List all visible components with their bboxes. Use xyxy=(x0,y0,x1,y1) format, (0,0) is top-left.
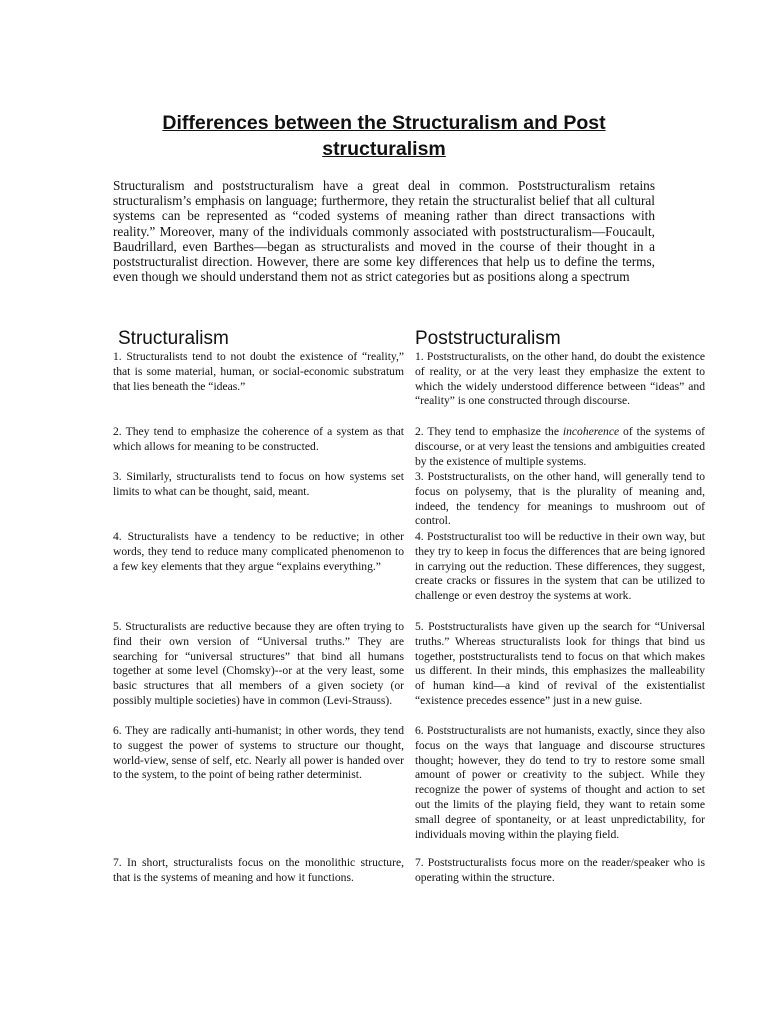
poststructuralism-point-1: 1. Poststructuralists, on the other hand, do doubt the existence of reality, or at the very least they emphasize the extent to which the widely understood difference between “ideas” and “reality” is one constructed through discourse. xyxy=(415,350,705,408)
poststructuralism-point-7: 7. Poststructuralists focus more on the reader/speaker who is operating within the structure. xyxy=(415,856,705,884)
structuralism-point-5: 5. Structuralists are reductive because they are often trying to find their own version of “Universal truths.” They are searching for “universal structures” that bind all humans together at some level (Chomsky)--or at the very least, some basic structures that all members of a given society (or possibly multiple societies) have in common (Levi-Strauss). xyxy=(113,620,404,707)
poststructuralism-column xyxy=(415,328,705,884)
structuralism-point-7: 7. In short, structuralists focus on the monolithic structure, that is the systems of meaning and how it functions. xyxy=(113,856,404,884)
intro-paragraph: Structuralism and poststructuralism have a great deal in common. Poststructuralism retains structuralism’s emphasis on language; furthermore, they retain the structuralist belief that all cultural systems can be represented as “coded systems of meaning rather than direct transactions with reality.” Moreover, many of the individuals commonly associated with poststructuralism—Foucault, Baudrillard, even Barthes—began as structuralists and moved in the course of their thought in a poststructuralist direction. However, there are some key differences that help us to define the terms, even though we should understand them not as strict categories but as positions along a spectrum xyxy=(113,178,655,285)
poststructuralism-point-4: 4. Poststructuralist too will be reductive in their own way, but they try to keep in focus the differences that are being ignored in carrying out the reduction. These differences, they suggest, create cracks or fissures in the system that can be utilized to challenge or even destroy the systems at work. xyxy=(415,530,705,603)
poststructuralism-point-2-before: 2. They tend to emphasize the xyxy=(415,425,563,438)
structuralism-point-2: 2. They tend to emphasize the coherence of a system as that which allows for meaning to be constructed. xyxy=(113,425,404,453)
poststructuralism-point-3: 3. Poststructuralists, on the other hand, will generally tend to focus on polysemy, that is the plurality of meaning and, indeed, the tendency for meanings to mushroom out of control. xyxy=(415,470,705,528)
structuralism-heading: Structuralism xyxy=(118,328,229,349)
poststructuralism-point-5: 5. Poststructuralists have given up the search for “Universal truths.” Whereas structuralists look for things that bind us together, poststructuralists tend to focus on that which makes us different. In their minds, this emphasizes the malleability of human kind—a kind of revival of the existentialist “existence precedes essence” just in a new guise. xyxy=(415,620,705,707)
structuralism-point-6: 6. They are radically anti-humanist; in other words, they tend to suggest the power of systems to structure our thought, world-view, sense of self, etc. Nearly all power is handed over to the system, to the point of being rather determinist. xyxy=(113,724,404,782)
document-title: Differences between the Structuralism and Post structuralism xyxy=(162,112,606,160)
poststructuralism-heading: Poststructuralism xyxy=(415,328,561,349)
structuralism-point-3: 3. Similarly, structuralists tend to focus on how systems set limits to what can be thought, said, meant. xyxy=(113,470,404,498)
poststructuralism-point-2-emphasis: incoherence xyxy=(562,425,620,438)
structuralism-point-1: 1. Structuralists tend to not doubt the existence of “reality,” that is some material, human, or social-economic substratum that lies beneath the “ideas.” xyxy=(113,350,404,393)
poststructuralism-point-2 xyxy=(415,425,705,469)
poststructuralism-point-2-after: of the systems of discourse, or at very least the tensions and ambiguities created by the existence of multiple systems. xyxy=(415,425,705,468)
structuralism-point-4: 4. Structuralists have a tendency to be reductive; in other words, they tend to reduce many complicated phenomenon to a few key elements that they argue “explains everything.” xyxy=(113,530,404,573)
structuralism-column xyxy=(113,328,404,884)
poststructuralism-point-6: 6. Poststructuralists are not humanists, exactly, since they also focus on the ways that language and discourse structures thought; however, they do tend to try to restore some small amount of power or creativity to the subject. While they recognize the power of systems of thought and action to set out the limits of the playing field, they want to retain some small degree of spontaneity, or at least unpredictability, for individuals moving within the playing field. xyxy=(415,724,705,841)
